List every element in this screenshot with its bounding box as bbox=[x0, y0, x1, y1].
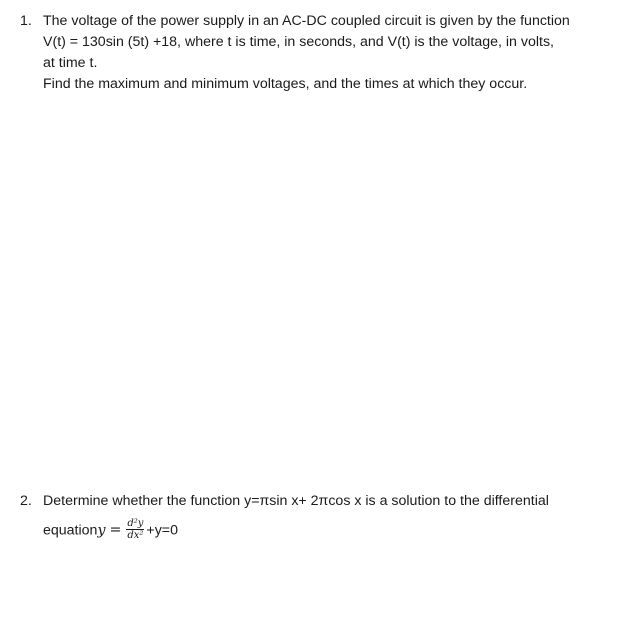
problem-2-line-1 bbox=[20, 491, 620, 512]
problem-2-equation-line bbox=[20, 516, 620, 544]
problem-1-text-line-1: The voltage of the power supply in an AC-DC coupled circuit is given by the function bbox=[43, 13, 570, 29]
problem-1-number: 1. bbox=[20, 13, 32, 29]
fraction-numerator: d²y bbox=[127, 518, 144, 529]
problem-1-line-3 bbox=[20, 53, 620, 74]
problem-1 bbox=[20, 11, 620, 95]
problem-2-number: 2. bbox=[20, 493, 32, 509]
problem-2 bbox=[20, 491, 620, 544]
equation-suffix: +y=0 bbox=[146, 522, 178, 539]
second-derivative-fraction bbox=[126, 518, 144, 541]
equation-variable: y bbox=[97, 522, 106, 539]
problem-1-line-1 bbox=[20, 11, 620, 32]
problem-1-text-line-2: V(t) = 130sin (5t) +18, where t is time, in seconds, and V(t) is the voltage, in volts, bbox=[43, 34, 554, 50]
problem-2-text-line-1: Determine whether the function y=πsin x+ 2πcos x is a solution to the differential bbox=[43, 493, 549, 509]
differential-equation bbox=[43, 519, 178, 542]
problem-1-line-4 bbox=[20, 74, 620, 95]
problem-1-text-line-3: at time t. bbox=[43, 55, 98, 71]
equation-prefix: equation bbox=[43, 522, 98, 539]
fraction-denominator: dx² bbox=[127, 530, 144, 541]
equation-equals: = bbox=[109, 522, 122, 539]
problem-1-line-2 bbox=[20, 32, 620, 53]
problem-1-text-line-4: Find the maximum and minimum voltages, and the times at which they occur. bbox=[43, 76, 528, 92]
